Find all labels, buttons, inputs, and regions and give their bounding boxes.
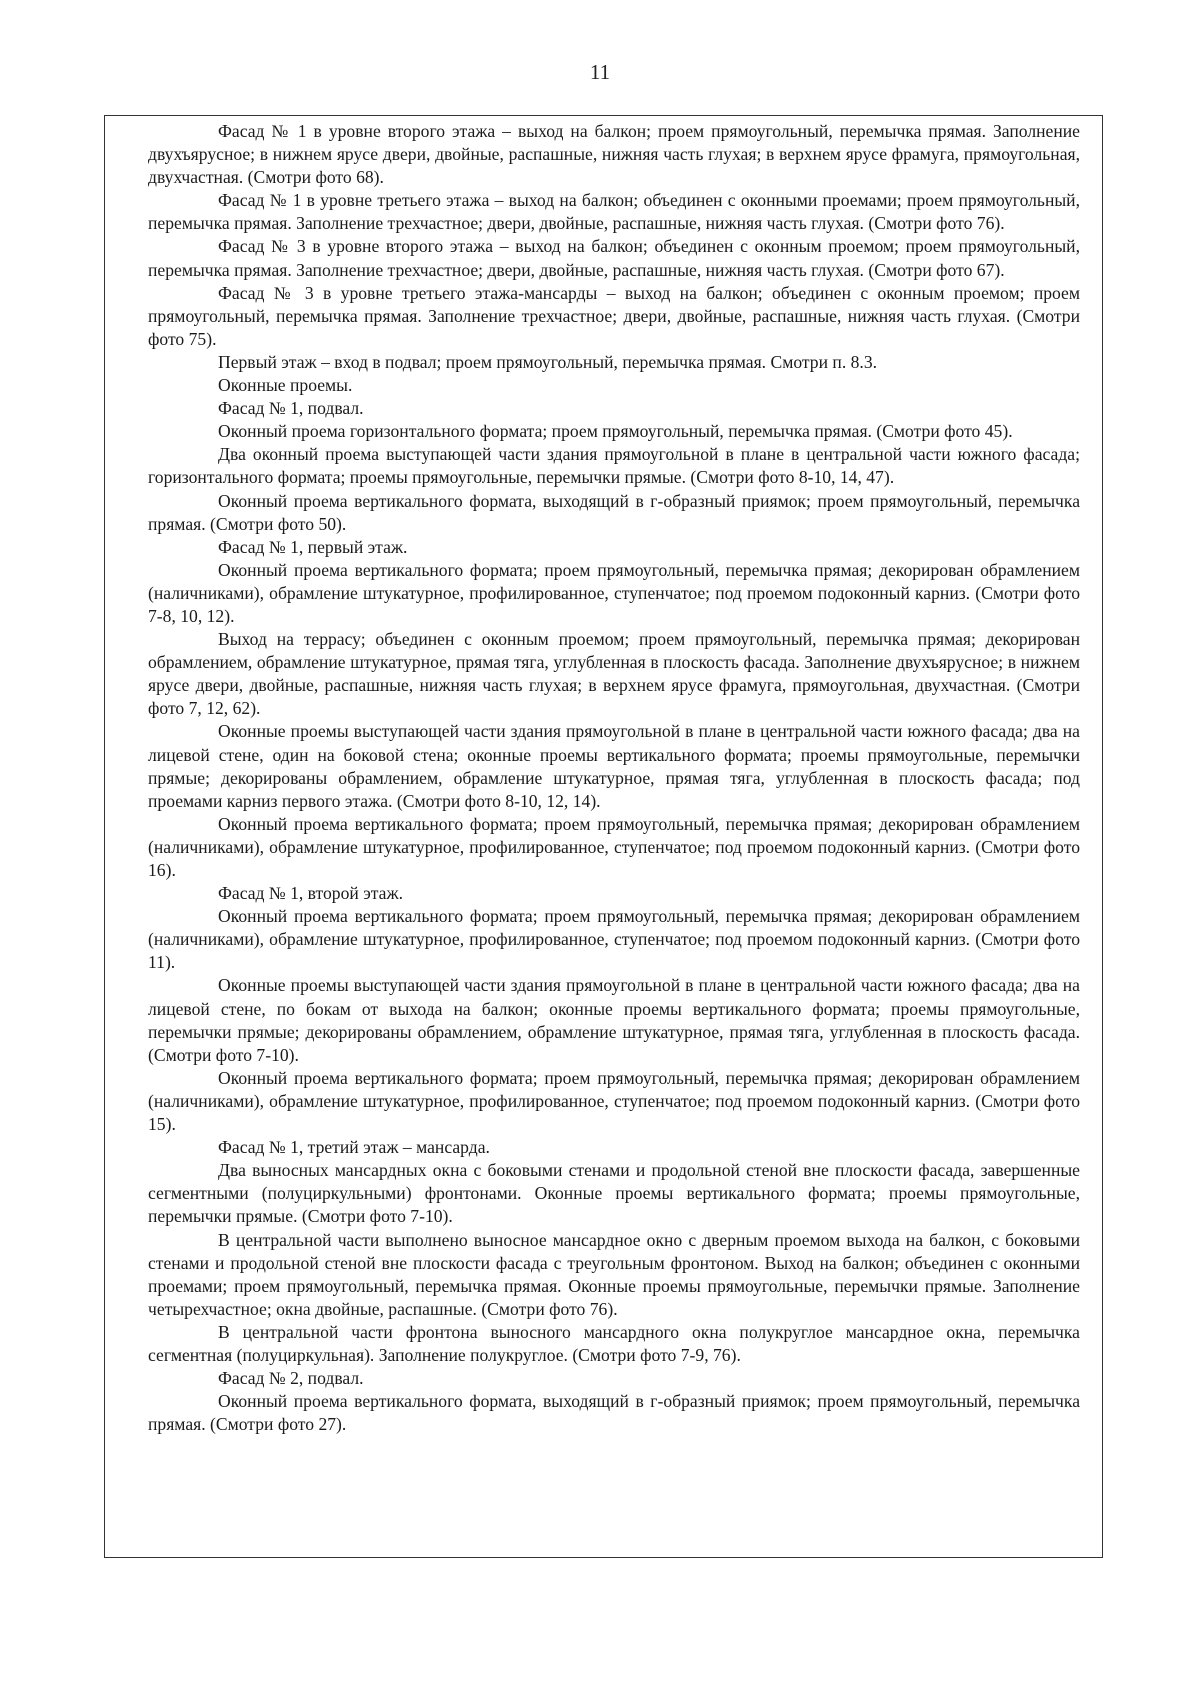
- paragraph: Фасад № 3 в уровне третьего этажа-мансарды – выход на балкон; объединен с оконным проемом; проем прямоугольный, перемычка прямая. Заполнение трехчастное; двери, двойные, распашные, нижняя часть глухая. (Смотри фото 75).: [148, 282, 1080, 349]
- subsection-heading: Фасад № 1, первый этаж.: [218, 536, 408, 557]
- section-heading: Оконные проемы.: [218, 375, 353, 396]
- subsection-heading: Фасад № 1, подвал.: [218, 398, 364, 419]
- paragraph: Оконный проема вертикального формата, выходящий в г-образный приямок; проем прямоугольный, перемычка прямая. (Смотри фото 50).: [148, 490, 1080, 534]
- paragraph: Оконные проемы выступающей части здания прямоугольной в плане в центральной части южного фасада; два на лицевой стене, один на боковой стена; оконные проемы вертикального формата; проемы прямоугольные, перемычки прямые; декорированы обрамлением, обрамление штукатурное, прямая тяга, углубленная в плоскость фасада; под проемами карниз первого этажа. (Смотри фото 8-10, 12, 14).: [148, 721, 1080, 811]
- paragraph: Оконный проема вертикального формата; проем прямоугольный, перемычка прямая; декорирован обрамлением (наличниками), обрамление штукатурное, профилированное, ступенчатое; под проемом подоконный карниз. (Смотри фото 11).: [148, 906, 1080, 973]
- paragraph: Оконный проема вертикального формата, выходящий в г-образный приямок; проем прямоугольный, перемычка прямая. (Смотри фото 27).: [148, 1391, 1080, 1435]
- document-body: [148, 120, 1080, 1436]
- paragraph: Оконный проема горизонтального формата; проем прямоугольный, перемычка прямая. (Смотри фото 45).: [218, 421, 1013, 442]
- paragraph: В центральной части фронтона выносного мансардного окна полукруглое мансардное окна, перемычка сегментная (полуциркульная). Заполнение полукруглое. (Смотри фото 7-9, 76).: [148, 1321, 1080, 1365]
- paragraph: Выход на террасу; объединен с оконным проемом; проем прямоугольный, перемычка прямая; декорирован обрамлением, обрамление штукатурное, прямая тяга, углубленная в плоскость фасада. Заполнение двухъярусное; в нижнем ярусе двери, двойные, распашные, нижняя часть глухая; в верхнем ярусе фрамуга, прямоугольная, двухчастная. (Смотри фото 7, 12, 62).: [148, 629, 1080, 719]
- subsection-heading: Фасад № 1, третий этаж – мансарда.: [218, 1137, 490, 1158]
- paragraph: Оконный проема вертикального формата; проем прямоугольный, перемычка прямая; декорирован обрамлением (наличниками), обрамление штукатурное, профилированное, ступенчатое; под проемом подоконный карниз. (Смотри фото 16).: [148, 813, 1080, 880]
- paragraph: В центральной части выполнено выносное мансардное окно с дверным проемом выхода на балкон, с боковыми стенами и продольной стеной вне плоскости фасада с треугольным фронтоном. Выход на балкон; объединен с оконными проемами; проем прямоугольный, перемычка прямая. Оконные проемы прямоугольные, перемычки прямые. Заполнение четырехчастное; окна двойные, распашные. (Смотри фото 76).: [148, 1229, 1080, 1319]
- subsection-heading: Фасад № 1, второй этаж.: [218, 883, 404, 904]
- paragraph: Фасад № 1 в уровне третьего этажа – выход на балкон; объединен с оконными проемами; проем прямоугольный, перемычка прямая. Заполнение трехчастное; двери, двойные, распашные, нижняя часть глухая. (Смотри фото 76).: [148, 190, 1080, 234]
- paragraph: Два оконный проема выступающей части здания прямоугольной в плане в центральной части южного фасада; горизонтального формата; проемы прямоугольные, перемычки прямые. (Смотри фото 8-10, 14, 47).: [148, 444, 1080, 488]
- paragraph: Фасад № 3 в уровне второго этажа – выход на балкон; объединен с оконным проемом; проем прямоугольный, перемычка прямая. Заполнение трехчастное; двери, двойные, распашные, нижняя часть глухая. (Смотри фото 67).: [148, 236, 1080, 280]
- paragraph: Два выносных мансардных окна с боковыми стенами и продольной стеной вне плоскости фасада, завершенные сегментными (полуциркульными) фронтонами. Оконные проемы вертикального формата; проемы прямоугольные, перемычки прямые. (Смотри фото 7-10).: [148, 1160, 1080, 1227]
- subsection-heading: Фасад № 2, подвал.: [218, 1368, 364, 1389]
- paragraph: Фасад № 1 в уровне второго этажа – выход на балкон; проем прямоугольный, перемычка прямая. Заполнение двухъярусное; в нижнем ярусе двери, двойные, распашные, нижняя часть глухая; в верхнем ярусе фрамуга, прямоугольная, двухчастная. (Смотри фото 68).: [148, 121, 1080, 188]
- paragraph: Оконный проема вертикального формата; проем прямоугольный, перемычка прямая; декорирован обрамлением (наличниками), обрамление штукатурное, профилированное, ступенчатое; под проемом подоконный карниз. (Смотри фото 15).: [148, 1067, 1080, 1135]
- paragraph: Первый этаж – вход в подвал; проем прямоугольный, перемычка прямая. Смотри п. 8.3.: [218, 351, 878, 372]
- paragraph: Оконный проема вертикального формата; проем прямоугольный, перемычка прямая; декорирован обрамлением (наличниками), обрамление штукатурное, профилированное, ступенчатое; под проемом подоконный карниз. (Смотри фото 7-8, 10, 12).: [148, 559, 1080, 626]
- page-number: 11: [589, 60, 611, 84]
- paragraph: Оконные проемы выступающей части здания прямоугольной в плане в центральной части южного фасада; два на лицевой стене, по бокам от выхода на балкон; оконные проемы вертикального формата; проемы прямоугольные, перемычки прямые; декорированы обрамлением, обрамление штукатурное, прямая тяга, углубленная в плоскость фасада. (Смотри фото 7-10).: [148, 975, 1080, 1065]
